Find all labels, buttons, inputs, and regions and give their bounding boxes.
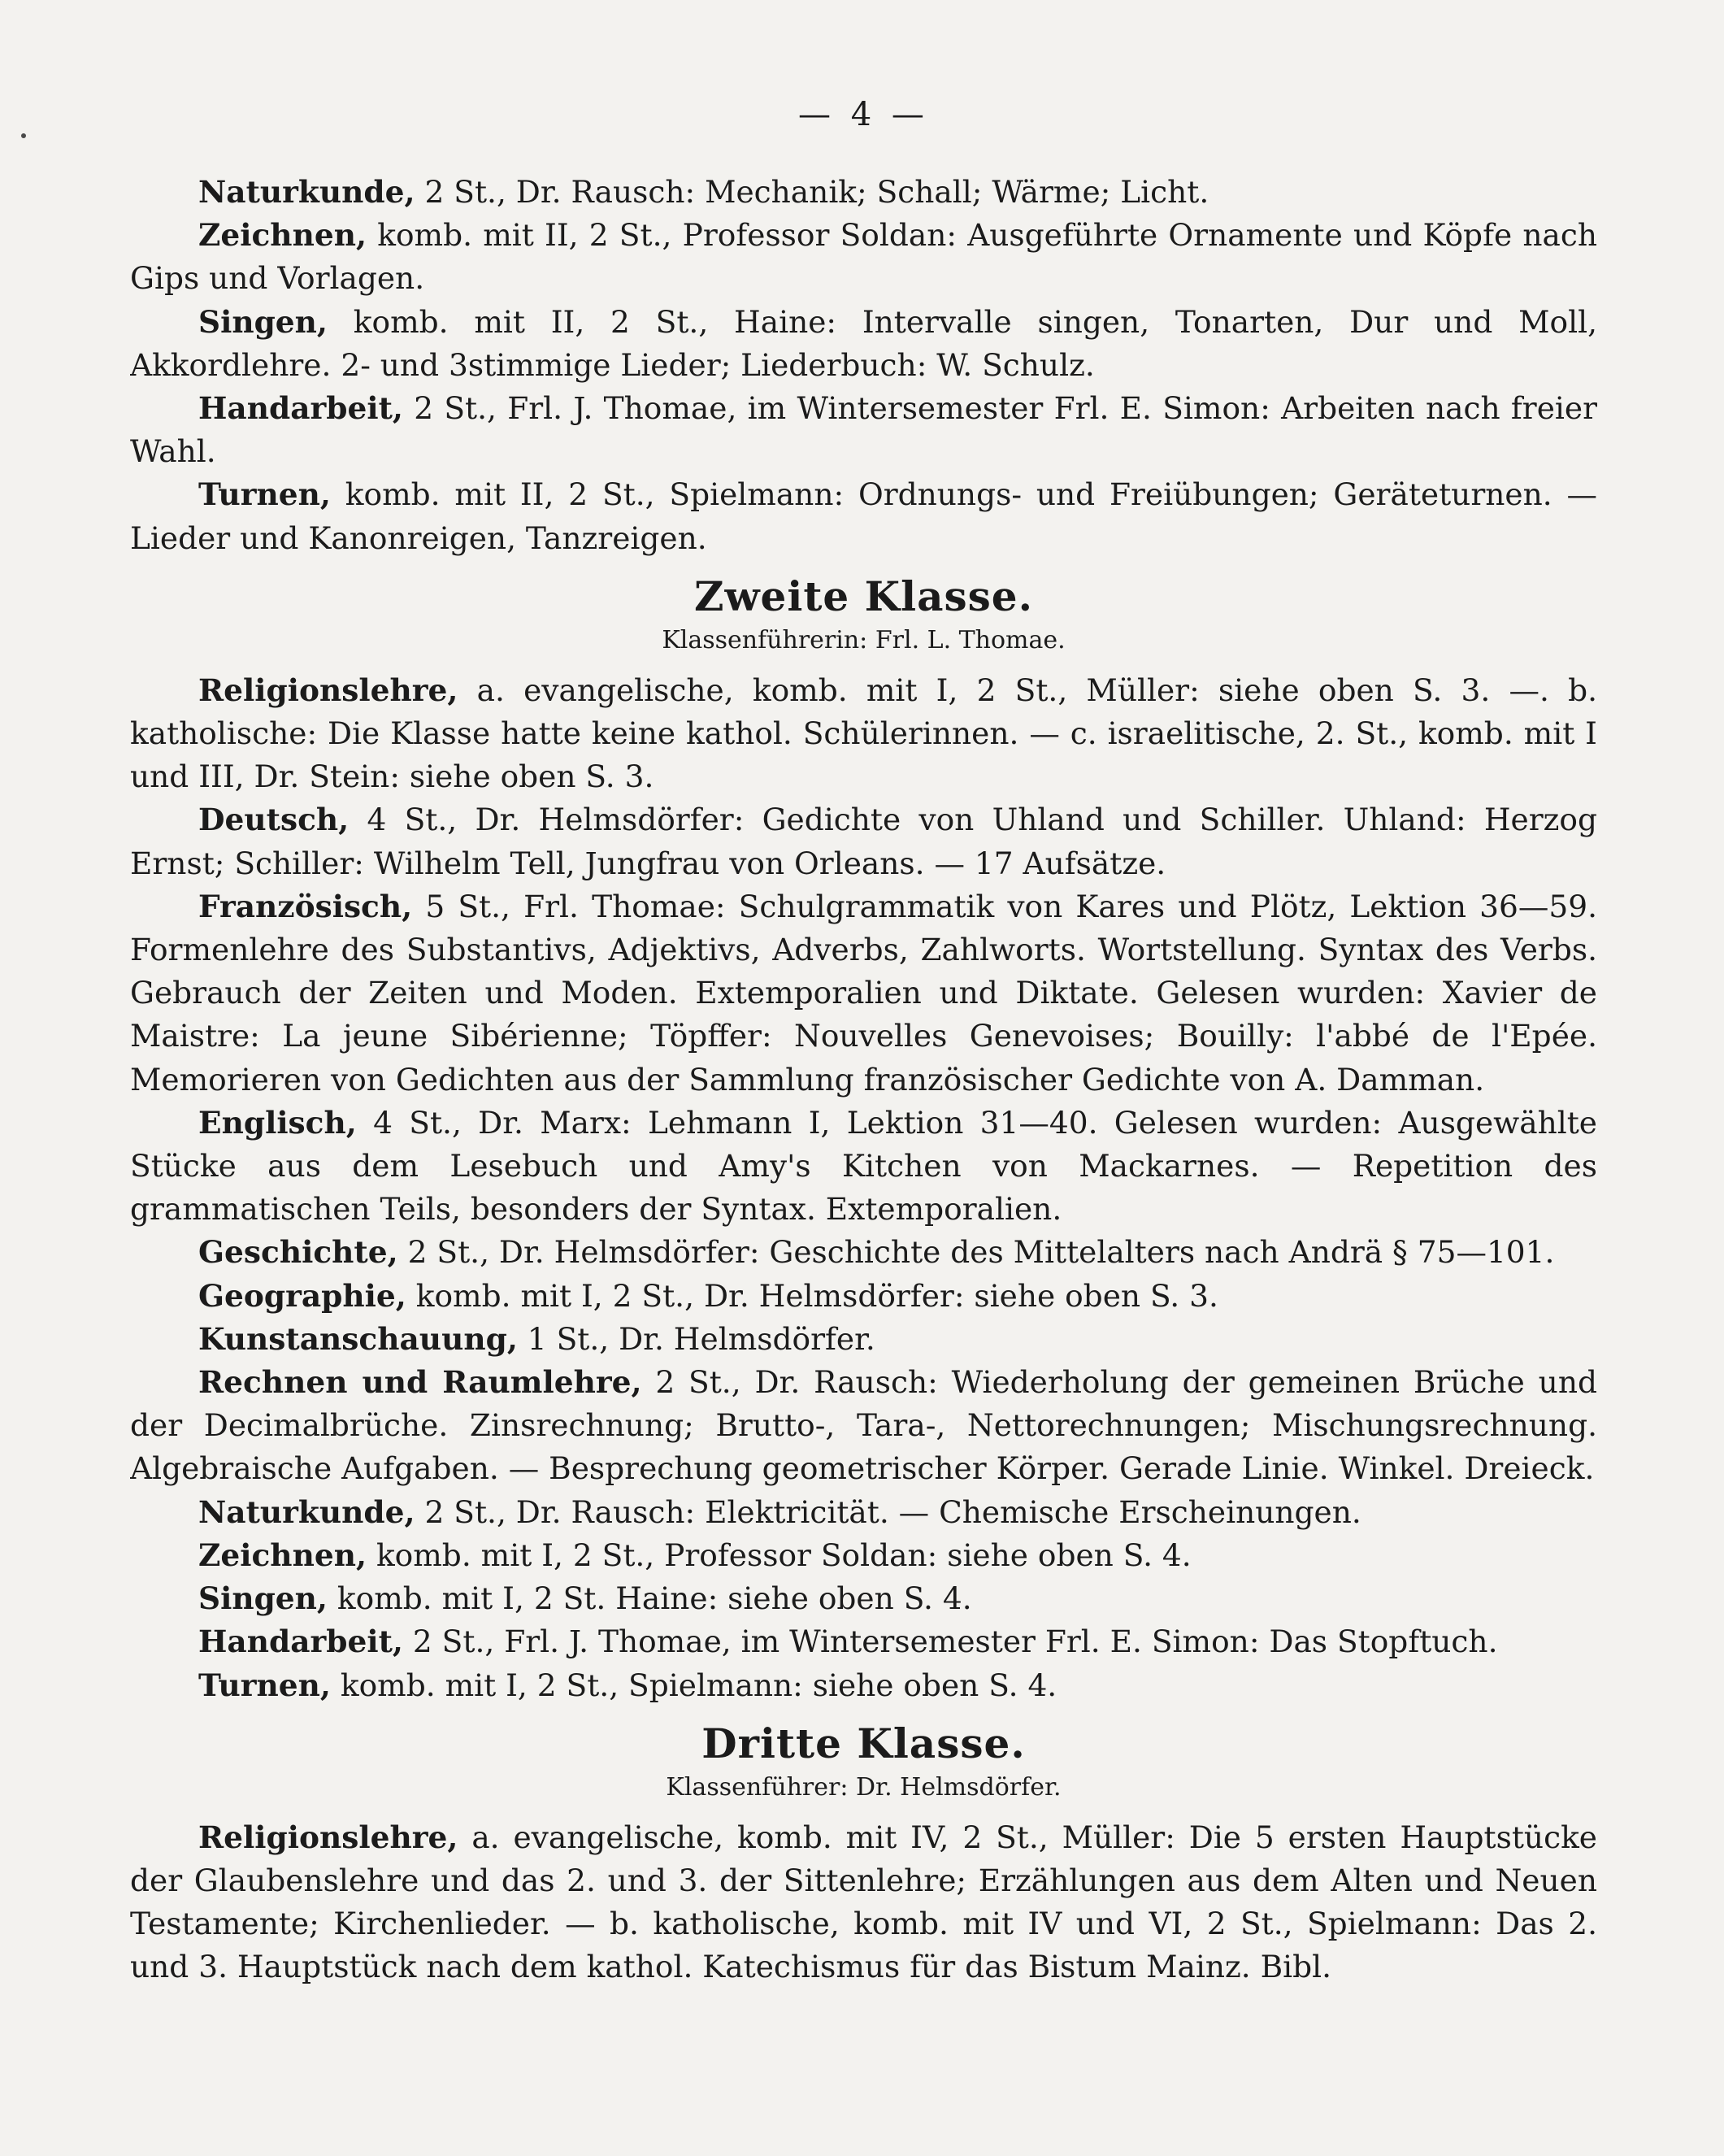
- subject-label: Handarbeit,: [198, 1624, 403, 1660]
- subject-label: Turnen,: [198, 476, 331, 513]
- subject-label: Französisch,: [198, 888, 413, 924]
- entry-text: 4 St., Dr. Marx: Lehmann I, Lektion 31—40. Gelesen wurden: Ausgewählte Stücke aus dem Lesebuch und Amy's Kitchen von Mackarnes. — Repetition des grammatischen Teils, besonders der Syntax. Extemporalien.: [130, 1104, 1597, 1228]
- entry-text: 2 St., Frl. J. Thomae, im Wintersemester Frl. E. Simon: Das Stopftuch.: [402, 1624, 1498, 1660]
- class-three-heading: Dritte Klasse.: [701, 1719, 1026, 1767]
- subject-label: Religionslehre,: [198, 672, 458, 708]
- entry-text: komb. mit I, 2 St., Professor Soldan: siehe oben S. 4.: [367, 1537, 1192, 1573]
- entry-text: komb. mit I, 2 St. Haine: siehe oben S. 4.: [328, 1580, 972, 1617]
- entry-text: 2 St., Dr. Rausch: Wiederholung der gemeinen Brüche und der Decimalbrüche. Zinsrechnung; Brutto-, Tara-, Nettorechnungen; Mischungsrechnung. Algebraische Aufgaben. — Besprechung geometrischer Körper. Gerade Linie. Winkel. Dreieck.: [130, 1364, 1597, 1487]
- subject-label: Zeichnen,: [198, 1537, 367, 1573]
- document-page: [130, 96, 1597, 2112]
- entry-religionslehre-2: [130, 669, 1597, 799]
- entry-geographie-2: [130, 1275, 1597, 1318]
- entry-text: 2 St., Dr. Rausch: Mechanik; Schall; Wärme; Licht.: [415, 174, 1209, 210]
- entry-franzoesisch-2: [130, 885, 1597, 1102]
- entry-geschichte-2: [130, 1231, 1597, 1274]
- entry-turnen-1: [130, 473, 1597, 559]
- class-three: [130, 1719, 1597, 1989]
- subject-label: Turnen,: [198, 1667, 331, 1703]
- ink-speck: [21, 133, 26, 138]
- entry-kunstanschauung-2: [130, 1318, 1597, 1361]
- subject-label: Naturkunde,: [198, 174, 415, 210]
- subject-label: Religionslehre,: [198, 1819, 458, 1855]
- entry-text: komb. mit II, 2 St., Professor Soldan: Ausgeführte Ornamente und Köpfe nach Gips und Vorlagen.: [130, 217, 1597, 297]
- entry-handarbeit-1: [130, 387, 1597, 473]
- class-two-heading: Zweite Klasse.: [693, 572, 1034, 620]
- subject-label: Singen,: [198, 1580, 328, 1617]
- class-three-teacher: Klassenführer: Dr. Helmsdörfer.: [666, 1772, 1062, 1802]
- entry-text: a. evangelische, komb. mit IV, 2 St., Müller: Die 5 ersten Hauptstücke der Glaubenslehre und das 2. und 3. der Sittenlehre; Erzählungen aus dem Alten und Neuen Testamente; Kirchenlieder. — b. katholische, komb. mit IV und VI, 2 St., Spielmann: Das 2. und 3. Hauptstück nach dem kathol. Katechismus für das Bistum Mainz. Bibl.: [130, 1819, 1597, 1985]
- subject-label: Rechnen und Raumlehre,: [198, 1364, 642, 1401]
- entry-text: 5 St., Frl. Thomae: Schulgrammatik von Kares und Plötz, Lektion 36—59. Formenlehre des Substantivs, Adjektivs, Adverbs, Zahlworts. Wortstellung. Syntax des Verbs. Gebrauch der Zeiten und Moden. Extemporalien und Diktate. Gelesen wurden: Xavier de Maistre: La jeune Sibérienne; Töpffer: Nouvelles Genevoises; Bouilly: l'abbé de l'Epée. Memorieren von Gedichten aus der Sammlung französischer Gedichte von A. Damman.: [130, 888, 1597, 1098]
- subject-label: Kunstanschauung,: [198, 1320, 518, 1357]
- subject-label: Singen,: [198, 303, 328, 340]
- subject-label: Zeichnen,: [198, 217, 367, 254]
- entry-text: 1 St., Dr. Helmsdörfer.: [517, 1320, 875, 1357]
- entry-naturkunde-1: [130, 171, 1597, 214]
- subject-label: Englisch,: [198, 1104, 357, 1141]
- subject-label: Geographie,: [198, 1277, 406, 1314]
- subject-label: Geschichte,: [198, 1234, 398, 1271]
- page-number: — 4 —: [798, 96, 929, 133]
- entry-text: 2 St., Frl. J. Thomae, im Wintersemester Frl. E. Simon: Arbeiten nach freier Wahl.: [130, 390, 1597, 470]
- entry-text: komb. mit II, 2 St., Spielmann: Ordnungs- und Freiübungen; Geräteturnen. — Lieder und Kanonreigen, Tanzreigen.: [130, 476, 1597, 556]
- entry-singen-1: [130, 301, 1597, 387]
- subject-label: Naturkunde,: [198, 1493, 415, 1530]
- subject-label: Deutsch,: [198, 802, 350, 838]
- entry-deutsch-2: [130, 798, 1597, 885]
- entry-englisch-2: [130, 1102, 1597, 1232]
- entry-text: komb. mit I, 2 St., Dr. Helmsdörfer: siehe oben S. 3.: [406, 1277, 1218, 1314]
- entry-rechnen-2: [130, 1361, 1597, 1491]
- entry-text: a. evangelische, komb. mit I, 2 St., Müller: siehe oben S. 3. —. b. katholische: Die Klasse hatte keine kathol. Schülerinnen. — c. israelitische, 2. St., komb. mit I und III, Dr. Stein: siehe oben S. 3.: [130, 672, 1597, 795]
- subject-label: Handarbeit,: [198, 390, 403, 427]
- class-one-continuation: [130, 171, 1597, 560]
- entry-zeichnen-2: [130, 1534, 1597, 1577]
- entry-text: komb. mit II, 2 St., Haine: Intervalle singen, Tonarten, Dur und Moll, Akkordlehre. 2- und 3stimmige Lieder; Liederbuch: W. Schulz.: [130, 303, 1597, 383]
- entry-singen-2: [130, 1577, 1597, 1620]
- entry-zeichnen-1: [130, 214, 1597, 300]
- class-two-teacher: Klassenführerin: Frl. L. Thomae.: [662, 625, 1066, 654]
- entry-turnen-2: [130, 1664, 1597, 1707]
- entry-religionslehre-3: [130, 1816, 1597, 1989]
- class-two: [130, 572, 1597, 1707]
- entry-text: 2 St., Dr. Rausch: Elektricität. — Chemische Erscheinungen.: [415, 1493, 1361, 1530]
- entry-naturkunde-2: [130, 1491, 1597, 1534]
- entry-text: 4 St., Dr. Helmsdörfer: Gedichte von Uhland und Schiller. Uhland: Herzog Ernst; Schiller: Wilhelm Tell, Jungfrau von Orleans. — 17 Aufsätze.: [130, 802, 1597, 881]
- entry-text: komb. mit I, 2 St., Spielmann: siehe oben S. 4.: [330, 1667, 1057, 1703]
- entry-handarbeit-2: [130, 1620, 1597, 1663]
- entry-text: 2 St., Dr. Helmsdörfer: Geschichte des Mittelalters nach Andrä § 75—101.: [397, 1234, 1555, 1271]
